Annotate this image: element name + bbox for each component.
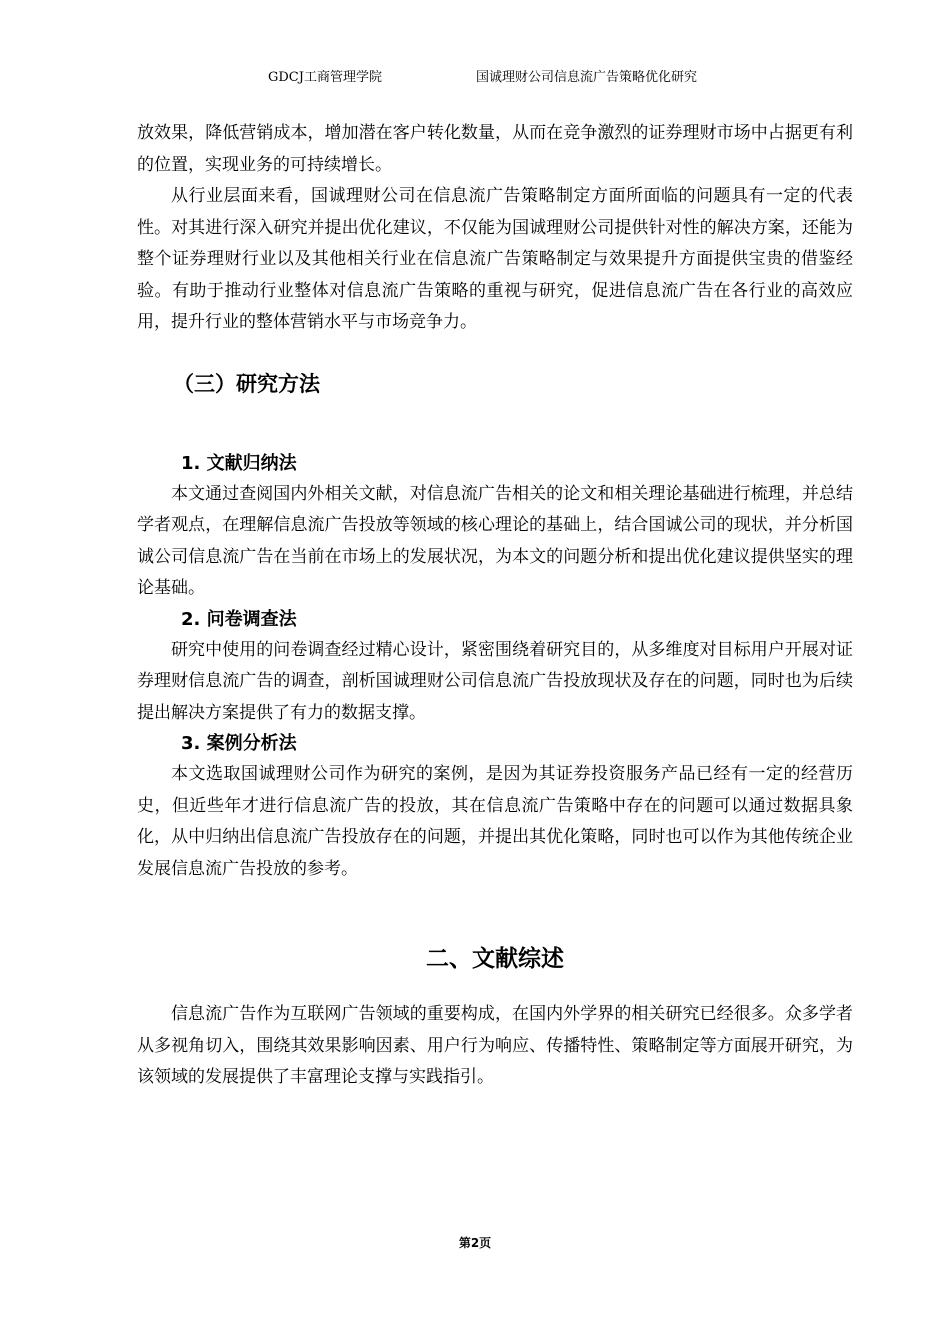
page-header	[0, 66, 950, 86]
header-thesis-title: 国诚理财公司信息流广告策略优化研究	[476, 70, 698, 85]
page-number: 第2页	[458, 1236, 492, 1250]
header-school: GDCJ工商管理学院	[268, 70, 382, 85]
method-heading-literature: 1. 文献归纳法	[181, 452, 297, 474]
method-text-case-study: 本文选取国诚理财公司作为研究的案例，是因为其证券投资服务产品已经有一定的经营历史，但近些年才进行信息流广告的投放，其在信息流广告策略中存在的问题可以通过数据具象化，从中归纳出信息流广告投放存在的问题，并提出其优化策略，同时也可以作为其他传统企业发展信息流广告投放的参考。	[137, 764, 853, 879]
chapter-heading-literature-review: 二、文献综述	[426, 946, 564, 972]
section-heading-research-methods: （三）研究方法	[173, 371, 320, 396]
method-heading-case-study: 3. 案例分析法	[181, 733, 297, 754]
paragraph-industry-level: 从行业层面来看，国诚理财公司在信息流广告策略制定方面所面临的问题具有一定的代表性。对其进行深入研究并提出优化建议，不仅能为国诚理财公司提供针对性的解决方案，还能为整个证券理财行业以及其他相关行业在信息流广告策略制定与效果提升方面提供宝贵的借鉴经验。有助于推动行业整体对信息流广告策略的重视与研究，促进信息流广告在各行业的高效应用，提升行业的整体营销水平与市场竞争力。	[137, 186, 853, 332]
method-text-literature: 本文通过查阅国内外相关文献，对信息流广告相关的论文和相关理论基础进行梳理，并总结学者观点，在理解信息流广告投放等领域的核心理论的基础上，结合国诚公司的现状，并分析国诚公司信息流广告在当前在市场上的发展状况，为本文的问题分析和提出优化建议提供坚实的理论基础。	[137, 483, 853, 598]
method-text-questionnaire: 研究中使用的问卷调查经过精心设计，紧密围绕着研究目的，从多维度对目标用户开展对证券理财信息流广告的调查，剖析国诚理财公司信息流广告投放现状及存在的问题，同时也为后续提出解决方案提供了有力的数据支撑。	[137, 639, 853, 723]
page-content	[137, 118, 853, 1094]
paragraph-literature-review: 信息流广告作为互联网广告领域的重要构成，在国内外学界的相关研究已经很多。众多学者从多视角切入，围绕其效果影响因素、用户行为响应、传播特性、策略制定等方面展开研究，为该领域的发展提供了丰富理论支撑与实践指引。	[137, 1004, 853, 1087]
paragraph-continuation: 放效果，降低营销成本，增加潜在客户转化数量，从而在竞争激烈的证券理财市场中占据更有利的位置，实现业务的可持续增长。	[137, 123, 853, 175]
method-heading-questionnaire: 2. 问卷调查法	[181, 608, 297, 630]
